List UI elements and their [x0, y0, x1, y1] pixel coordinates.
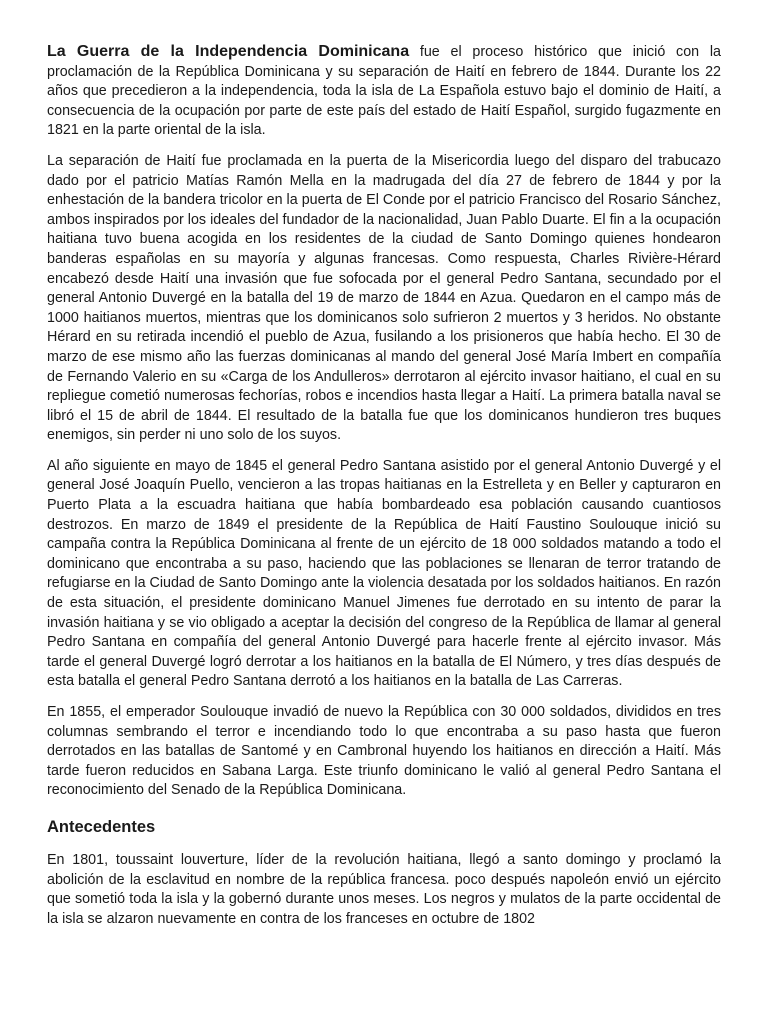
paragraph-1855: En 1855, el emperador Soulouque invadió de nuevo la República con 30 000 soldados, divididos en tres columnas sembrando el terror e incendiando todo lo que encontraba a su paso hasta que fueron derrotados en las batallas de Santomé y en Cambronal huyendo los haitianos en dirección a Haití. Más tarde fueron reducidos en Sabana Larga. Este triunfo dominicano le valió al general Pedro Santana el reconocimiento del Senado de la República Dominicana.: [47, 704, 721, 799]
paragraph-separation: La separación de Haití fue proclamada en la puerta de la Misericordia luego del disparo del trabucazo dado por el patricio Matías Ramón Mella en la madrugada del día 27 de febrero de 1844 y por la enhestación de la bandera tricolor en la puerta de El Conde por el patricio Francisco del Rosario Sánchez, ambos inspirados por los ideales del fundador de la nacionalidad, Juan Pablo Duarte. El fin a la ocupación haitiana tuvo buena acogida en los residentes de la ciudad de Santo Domingo quienes hondearon banderas españolas en su mayoría y algunas francesas. Como respuesta, Charles Rivière-Hérard encabezó desde Haití una invasión que fue sofocada por el general Pedro Santana, secundado por el general Antonio Duvergé en la batalla del 19 de marzo de 1844 en Azua. Quedaron en el campo más de 1000 haitianos muertos, mientras que los dominicanos solo sufrieron 2 muertos y 3 heridos. No obstante Hérard en su retirada incendió el pueblo de Azua, fusilando a los prisioneros que había hecho. El 30 de marzo de ese mismo año las fuerzas dominicanas al mando del general José María Imbert en compañía de Fernando Valerio en su «Carga de los Andulleros» derrotaron al ejército invasor haitiano, el cual en su repliegue cometió numerosas fechorías, robos e incendios hasta llegar a Haití. La primera batalla naval se libró el 15 de abril de 1844. El resultado de la batalla fue que los dominicanos hundieron tres buques enemigos, sin perder ni uno solo de los suyos.: [47, 152, 721, 444]
article-title: La Guerra de la Independencia Dominicana: [47, 43, 410, 60]
intro-text: fue el proceso histórico que inició con la proclamación de la República Dominicana y su separación de Haití en febrero de 1844. Durante los 22 años que precedieron a la independencia, toda la isla de La Española estuvo bajo el dominio de Haití, a consecuencia de la ocupación por parte de este país del estado de Haití Español, surgido fugazmente en 1821 en la parte oriental de la isla.: [47, 44, 722, 139]
paragraph-antecedentes: En 1801, toussaint louverture, líder de la revolución haitiana, llegó a santo domingo y proclamó la abolición de la esclavitud en nombre de la república francesa. poco después napoleón envió un ejército que sometió toda la isla y la gobernó durante unos meses. Los negros y mulatos de la parte occidental de la isla se alzaron nuevamente en contra de los franceses en octubre de 1802: [47, 851, 721, 927]
intro-paragraph: [47, 42, 721, 141]
section-heading-antecedentes: Antecedentes: [47, 817, 156, 836]
paragraph-1845-1849: Al año siguiente en mayo de 1845 el general Pedro Santana asistido por el general Antonio Duvergé y el general José Joaquín Puello, vencieron a las tropas haitianas en la Estrelleta y en Beller y capturaron en Puerto Plata a la escuadra haitiana que había bombardeado esa población causando cuantiosos destrozos. En marzo de 1849 el presidente de la República de Haití Faustino Soulouque inició su campaña contra la República Dominicana al frente de un ejército de 18 000 soldados matando a todo el dominicano que encontraba a su paso, haciendo que las poblaciones se llenaran de terror tratando de refugiarse en la Ciudad de Santo Domingo ante la violencia desatada por los soldados haitianos. En razón de esta situación, el presidente dominicano Manuel Jimenes fue derrotado en su intento de parar la invasión haitiana y se vio obligado a aceptar la decisión del congreso de la República de llamar al general Pedro Santana en compañía del general Antonio Duvergé para hacerle frente al ejército invasor. Más tarde el general Duvergé logró derrotar a los haitianos en la batalla de El Número, y tres días después de esta batalla el general Pedro Santana derrotó a los haitianos en la batalla de Las Carreras.: [47, 457, 721, 690]
